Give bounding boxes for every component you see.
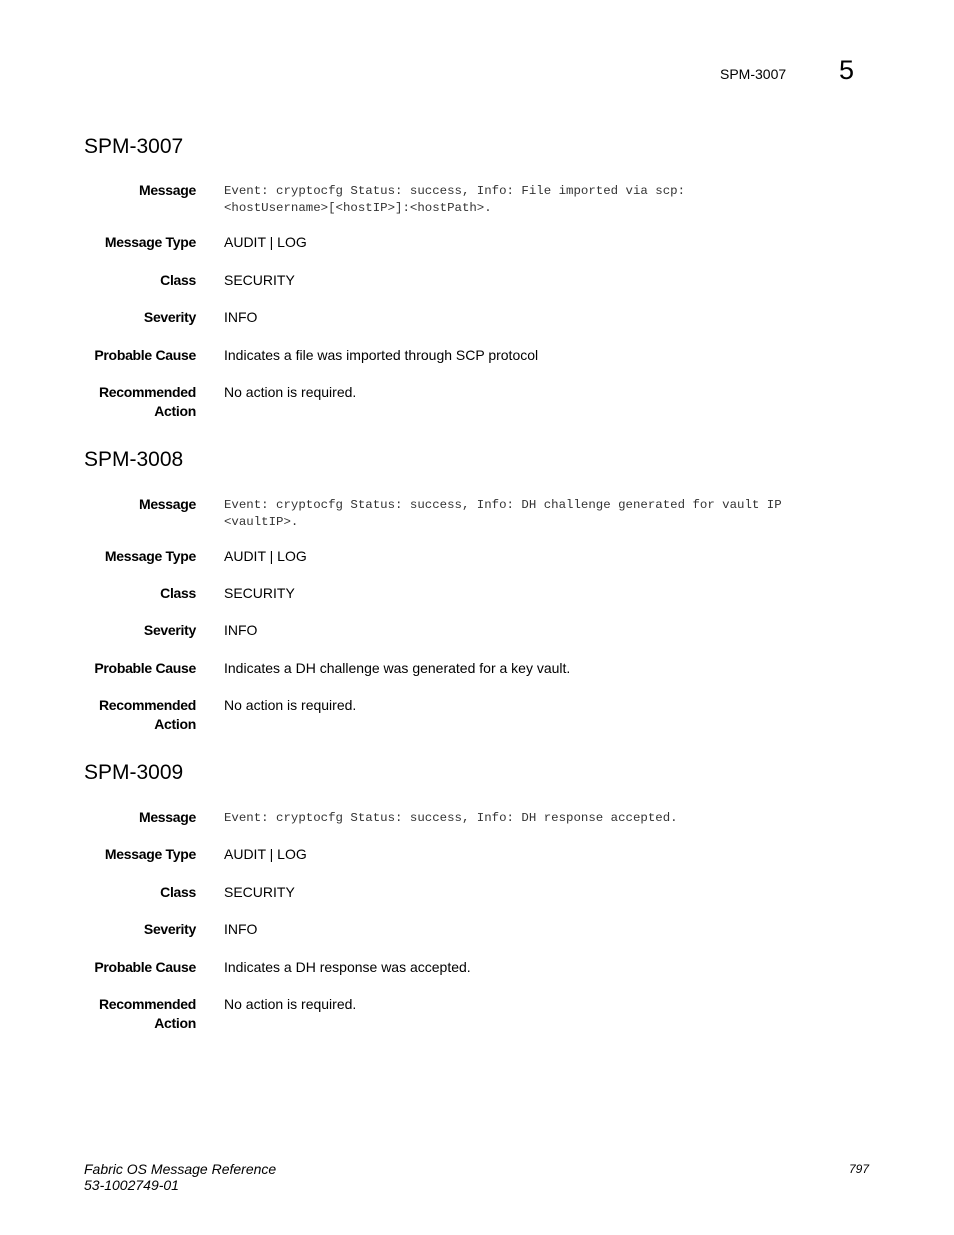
severity-value: INFO [224, 921, 258, 937]
recommended-action-value: No action is required. [224, 697, 357, 713]
recommended-action-label-line-1: Recommended [98, 996, 196, 1012]
entry-title: SPM-3007 [84, 135, 184, 158]
footer-doc-title: Fabric OS Message Reference [84, 1161, 277, 1177]
entry-title: SPM-3008 [84, 448, 184, 471]
severity-label: Severity [143, 921, 196, 937]
probable-cause-value: Indicates a DH response was accepted. [224, 959, 471, 975]
class-label: Class [160, 884, 196, 900]
recommended-action-label-line-2: Action [154, 1015, 196, 1031]
recommended-action-label-line-1: Recommended [98, 384, 196, 400]
message-text: Event: cryptocfg Status: success, Info: DH response accepted. [224, 811, 678, 825]
recommended-action-label-line-2: Action [154, 403, 196, 419]
message-label: Message [138, 809, 196, 825]
severity-label: Severity [143, 309, 196, 325]
probable-cause-value: Indicates a file was imported through SCP protocol [224, 347, 539, 363]
chapter-number: 5 [839, 55, 855, 85]
recommended-action-label [66, 383, 196, 421]
message-type-value: AUDIT | LOG [224, 234, 307, 250]
probable-cause-label: Probable Cause [94, 959, 196, 975]
class-value: SECURITY [224, 884, 295, 900]
message-type-label: Message Type [104, 234, 196, 250]
class-label: Class [160, 272, 196, 288]
recommended-action-label [66, 995, 196, 1033]
message-type-label: Message Type [104, 846, 196, 862]
entry-title: SPM-3009 [84, 761, 184, 784]
message-label: Message [138, 182, 196, 198]
recommended-action-label [66, 696, 196, 734]
message-text: Event: cryptocfg Status: success, Info: File imported via scp: <hostUsername>[<hostIP>]:<hostPath>. [224, 184, 686, 215]
footer-page-number: 797 [849, 1162, 870, 1176]
probable-cause-value: Indicates a DH challenge was generated for a key vault. [224, 660, 571, 676]
severity-value: INFO [224, 309, 258, 325]
message-type-value: AUDIT | LOG [224, 548, 307, 564]
message-label: Message [138, 496, 196, 512]
message-text: Event: cryptocfg Status: success, Info: DH challenge generated for vault IP <vaultIP>. [224, 498, 782, 529]
class-value: SECURITY [224, 585, 295, 601]
severity-label: Severity [143, 622, 196, 638]
probable-cause-label: Probable Cause [94, 660, 196, 676]
running-head: SPM-3007 [720, 66, 787, 82]
footer-doc-number: 53-1002749-01 [84, 1177, 179, 1193]
class-label: Class [160, 585, 196, 601]
recommended-action-label-line-1: Recommended [98, 697, 196, 713]
severity-value: INFO [224, 622, 258, 638]
recommended-action-label-line-2: Action [154, 716, 196, 732]
probable-cause-label: Probable Cause [94, 347, 196, 363]
footer-doc-info [84, 1161, 276, 1193]
message-type-label: Message Type [104, 548, 196, 564]
recommended-action-value: No action is required. [224, 996, 357, 1012]
message-type-value: AUDIT | LOG [224, 846, 307, 862]
class-value: SECURITY [224, 272, 295, 288]
recommended-action-value: No action is required. [224, 384, 357, 400]
